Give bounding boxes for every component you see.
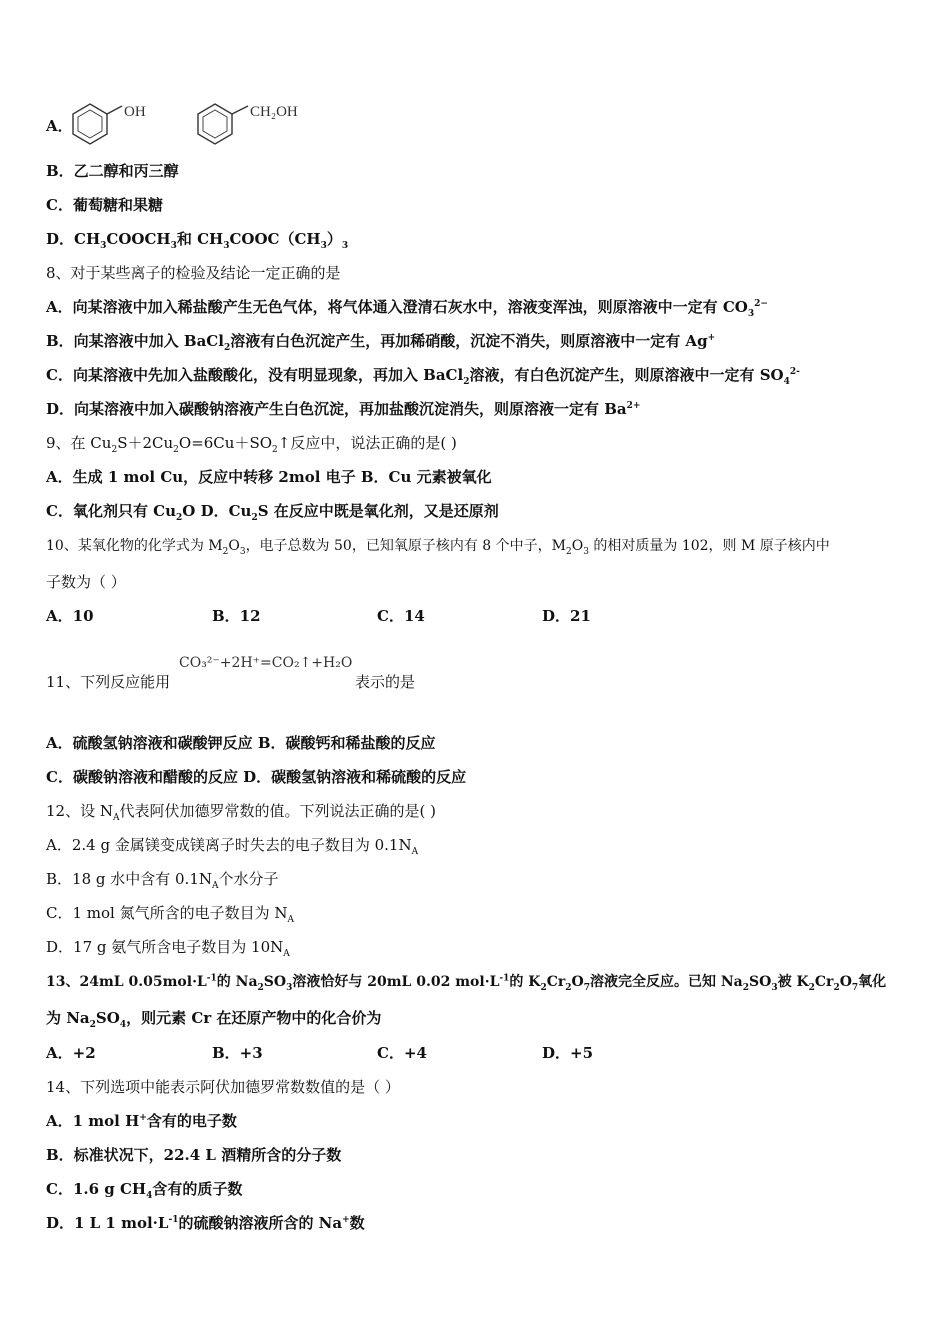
q9-options-ab: A．生成 1 mol Cu，反应中转移 2mol 电子 B．Cu 元素被氧化 [46,468,492,486]
phenol-structure [73,104,122,144]
q10-option-a: A．10 [46,607,94,625]
q8-option-c: C．向某溶液中先加入盐酸酸化，没有明显现象，再加入 BaCl$_2$溶液，有白色沉淀产生，则原溶液中一定有 $SO_4^{2-}$ [46,366,800,387]
q13-option-b: B．+3 [212,1044,263,1062]
q12-option-a: A．2.4 g 金属镁变成镁离子时失去的电子数目为 $0.1N_A$ [46,836,419,857]
q14-option-d: D．1 L 1 $mol\cdot L^{-1}$的硫酸钠溶液所含的 Na+数 [46,1214,365,1232]
q7-option-d: D．$CH_3COOCH_3$和 $CH_3COOC(CH_3)_3$ [46,230,349,251]
q9-stem: 9、在 $Cu_2S+2Cu_2O=6Cu+SO_2↑$反应中，说法正确的是( ) [46,434,457,455]
benzyl-alcohol-structure [198,104,248,144]
q11-equation: CO₃²⁻+2H⁺=CO₂↑+H₂O [179,655,353,671]
q13-option-a: A．+2 [46,1044,96,1062]
q14-option-b: B．标准状况下，22.4 L 酒精所含的分子数 [46,1146,342,1164]
q8-stem: 8、对于某些离子的检验及结论一定正确的是 [46,264,341,282]
q10-stem-line1: 10、某氧化物的化学式为 $M_2O_3$，电子总数为 50，已知氧原子核内有 8 个中子，$M_2O_3$ 的相对质量为 102，则 M 原子核内中 [46,538,830,557]
q14-option-c: C．1.6 g $CH_4$含有的质子数 [46,1180,243,1201]
q12-stem: 12、设 $N_A$代表阿伏加德罗常数的值。下列说法正确的是( ) [46,802,436,823]
q7-option-a-label: A． [46,117,73,135]
q8-option-a: A．向某溶液中加入稀盐酸产生无色气体，将气体通入澄清石灰水中，溶液变浑浊，则原溶液中一定有 $CO_3^{2-}$ [46,298,768,319]
q7-option-b: B．乙二醇和丙三醇 [46,162,179,180]
q12-option-d: D．17 g 氨气所含电子数目为 $10N_A$ [46,938,290,959]
q9-options-cd: C．氧化剂只有 $Cu_2O$ D．$Cu_2S$ 在反应中既是氧化剂，又是还原剂 [46,502,499,523]
q10-stem-line2: 子数为（ ） [46,573,126,591]
benzyl-sub: CH₂OH [250,104,298,120]
q8-option-d: D．向某溶液中加入碳酸钠溶液产生白色沉淀，再加盐酸沉淀消失，则原溶液一定有 $Ba^{2+}$ [46,400,641,418]
q7-option-c: C．葡萄糖和果糖 [46,196,163,214]
q10-option-c: C．14 [377,607,425,625]
q13-stem-line1: 13、24mL $0.05mol\cdot L^{-1}$的 $Na_2SO_3$溶液恰好与 20mL 0.02 $mol\cdot L^{-1}$的 $K_2Cr_2O_7$溶液完全反应。已知 $Na_2SO_3$被 $K_2Cr_2O_7$氧化 [46,973,887,993]
q8-option-b: B．向某溶液中加入 BaCl$_2$溶液有白色沉淀产生，再加稀硝酸，沉淀不消失，则原溶液中一定有 Ag+ [46,332,716,353]
q13-option-d: D．+5 [542,1044,594,1062]
q13-stem-line2: 为 $Na_2SO_4$，则元素 Cr 在还原产物中的化合价为 [46,1009,382,1030]
q10-option-b: B．12 [212,607,261,625]
q14-option-a: A．1 mol H+含有的电子数 [46,1112,237,1130]
q12-option-b: B．18 g 水中含有 $0.1N_A$个水分子 [46,870,279,891]
q12-option-c: C．1 mol 氮气所含的电子数目为 $N_A$ [46,904,295,925]
q11-stem-pre: 11、下列反应能用 [46,673,171,691]
q11-options-ab: A．硫酸氢钠溶液和碳酸钾反应 B．碳酸钙和稀盐酸的反应 [46,734,436,752]
q7-structures [70,96,330,152]
q11-stem-post: 表示的是 [355,673,416,691]
phenol-sub: OH [124,104,146,120]
q14-stem: 14、下列选项中能表示阿伏加德罗常数数值的是（ ） [46,1078,400,1096]
q10-option-d: D．21 [542,607,591,625]
q11-options-cd: C．碳酸钠溶液和醋酸的反应 D．碳酸氢钠溶液和稀硫酸的反应 [46,768,467,786]
q13-option-c: C．+4 [377,1044,427,1062]
